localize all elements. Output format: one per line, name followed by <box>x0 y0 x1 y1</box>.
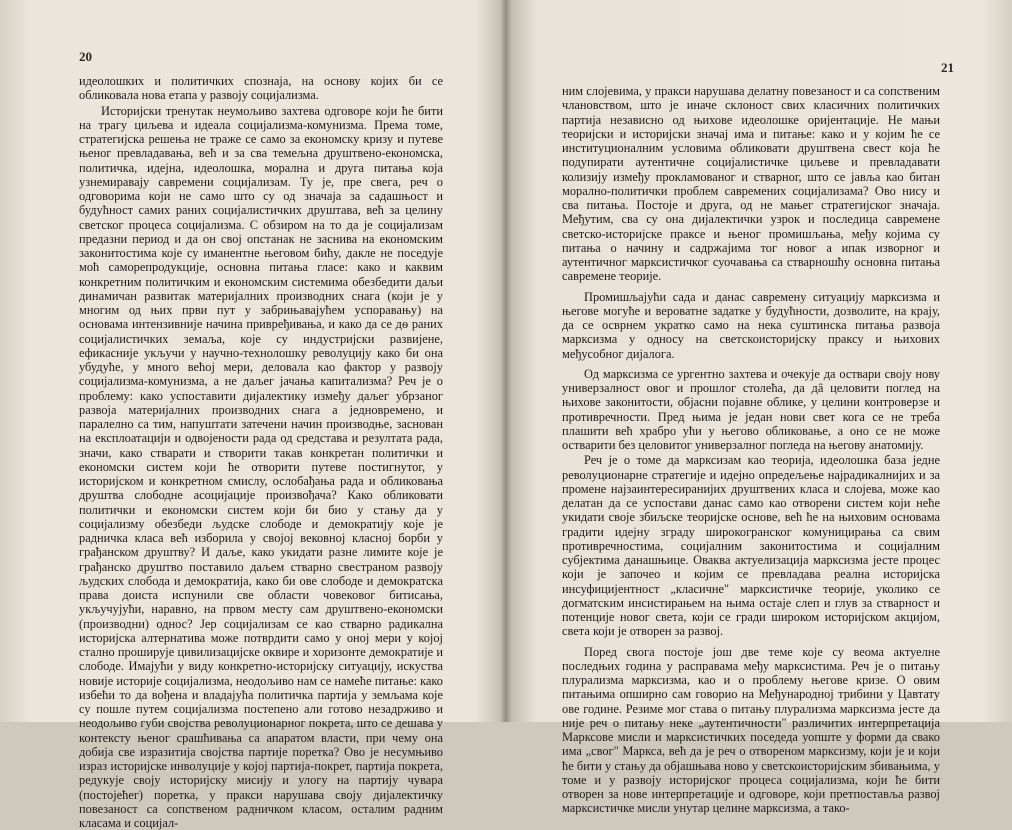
paragraph: Поред свога постоје још две теме које су веома актуелне последњих година у расправама међу марксистима. Реч је о питању плурализма марксизма, као и о проблему његове кризе. О овим питањима опширно сам говорио на Међународној трибини у Цавтату ове године. Резиме мог става о питању плурализма марксизма јесте да није реч о питању неке „аутентичности" различитих интерпретација Марксове мисли и марксистичких поседеда уопште у форми да свако има „свог" Маркса, већ да је реч о отвореном марксизму, који је и који ће бити у стању да објашњава ново у светскоисторијским збивањима, у томе и у развоју историјског процеса социјализма, који ће бити отворен за нове интерпретације и одговоре, који претпоставља развој марксистичке мисли унутар целине марксизма, а тако- <box>562 645 940 816</box>
paragraph: Промишљајући сада и данас савремену ситуацију марксизма и његове могуће и вероватне задатке у будућности, дозволите, на крају, да се осврнем укратко само на нека суштинска питања развоја марксизма у односу на светскоисторијску праксу и њихових међусобног дијалога. <box>562 290 940 361</box>
body-text <box>562 84 940 816</box>
page-number: 20 <box>79 49 92 65</box>
paragraph: Историјски тренутак неумољиво захтева одговоре који ће бити на трагу циљева и идеала социјализма-комунизма. Према томе, стратегијска решења не траже се само за економску кризу и путеве њеног превладавања, већ и за сва темељна друштвено-економска, политичка, идејна, идеолошка, морална и друга питања која узнемиравају савремени социјализам. Ту је, пре свега, реч о одговорима који не само што су од значаја за садашњост и будућност самих раних социјалистичких друштава, већ за целину светског процеса социјализма. С обзиром на то да је социјализам предазни период и да он свој опстанак не заснива на економским законитостима које су иманентне његовом бићу, дакле не поседује моћ саморепродукције, основна питања гласе: како и каквим конкретним политичким и економским системима обезбедити даљи динамичан развитак материјалних производних снага (који је у многим од њих први пут у забрињавајућем успоравању) на основама интензивније начина привређивања, и како да се дѳ раних социјалистичких земаља, које су индустријски развијене, ефикасније укључи у научно-технолошку револуцију како би она убудуће, у много већој мери, деловала као фактор у развоју социјализма-комунизма, а не даљег јачања капитализма? Реч је о проблему: како успоставити дијалектику између даљег убрзаног развоја материјалних производних снага а једновремено, и паралелно са тим, напуштати затечени начин производње, заснован на експлоатацији и одвојености рада од средстава и резултата рада, значи, како стварати и створити такав конкретан политички и економски систем који ће отворити путеве постигнутог, у историјском и конкретном смислу, ослобађања рада и обликовања друштва слободне асоцијације произвођача? Како обликовати политички и економски систем који би био у стању да у социјализму обезбеди људске слободе и демократију које је радничка класа већ изборила у својој вековној класној борби у грађанском друштву? И даље, како укидати разне лимите које је грађанско друштво поставило даљем стварно свестраном развоју људских слобода и демократија, како би ове слободе и демократска права доиста испунили све области човековог битисања, укључујући, наравно, на првом месту сам друштвено-економски (производни) однос? Јер социјализам се као стварно радикална историјска алтернатива може потврдити само у оној мери у којој стално проширује цивилизацијске оквире и хоризонте демократије и слободе. Имајући у виду конкретно-историјску ситуацију, искуства новије историје социјализма, неодољиво нам се намеће питање: како избећи то да вођена и владајућа политичка партија у земљама које су пошле путем социјализма постепено али готово незадрживо и неодољиво губи својства револуционарног покрета, што се дешава у контексту њеног срашћивања са апаратом власти, при чему она добија све изразитија својства партије поретка? Ово је несумњиво израз историјске инволуције у којој партија-покрет, партија покрета, редукује своју историјску мисију и улогу на партију чувара (постојећег) поретка, у пракси нарушава своју дијалектичку повезаност са сопственом радничком класом, осталим радним класама и социјал- <box>79 104 443 830</box>
paragraph: ним слојевима, у пракси нарушава делатну повезаност и са сопственим члановством, што је иначе склоност свих класичних политичких партија независно од њихове идеолошке оријентације. Не мањи теоријски и историјски значај има и питање: како и у којим ће се институционалним условима обликовати друштвена свест која ће подупирати аутентичне социјалистичке циљеве и превладавати колизију између прокламованог и стварног, што се јавља као битан морално-политички проблем савремених социјализама? Ово нису и сва питања. Постоје и друга, од не мањег стратегијског значаја. Међутим, сва су она дијалектички узрок и последица савремене светско-историјске праксе и њеног промишљања, међу којима су питања о начину и садржајима тог новог а ипак изворног и аутентичног марксистичког суочавања са стварношћу основна питања савремене теорије. <box>562 84 940 284</box>
right-page <box>506 0 1012 722</box>
paragraph: Реч је о томе да марксизам као теорија, идеолошка база једне револуционарне стратегије и идејно опредељење најрадикалнијих и за промене најзаинтересиранијих друштвених класа и слојева, може као делатан да се успостави данас само као отворени систем који неће укидати своје збиљске теоријске основе, већ ће на њиховим основама градити идејну зграду широкогранског комуницирања са свим противречностима, социјалним законитостима и социјалним субјектима данашњице. Оваква актуелизација марксизма јесте процес који је започео и којим се превладава реална историјска инсуфицијентност „класичне" марксистичке теорије, уколико се догматским инсистирањем на њима остаје слеп и глув за стварност и потенције новог света, који се гради широком историјском акцијом, света који је отворен за развој. <box>562 453 940 638</box>
paragraph: идеолошких и политичких спознаја, на основу којих би се обликовала нова етапа у развоју социјализма. <box>79 74 443 103</box>
paragraph: Од марксизма се ургентно захтева и очекује да оствари своју нову универзалност овог и прошлог столећа, да дâ целовити поглед на њихове законитости, објасни појавне облике, у целини контроверзе и противречности. Пред њима је један нови свет кога се не треба плашити већ храбро ући у његово обликовање, а оно се не може остварити без целовитог универзалног погледа на његову анатомију. <box>562 367 940 453</box>
body-text <box>79 74 443 830</box>
left-page <box>0 0 506 722</box>
page-number: 21 <box>941 60 954 76</box>
